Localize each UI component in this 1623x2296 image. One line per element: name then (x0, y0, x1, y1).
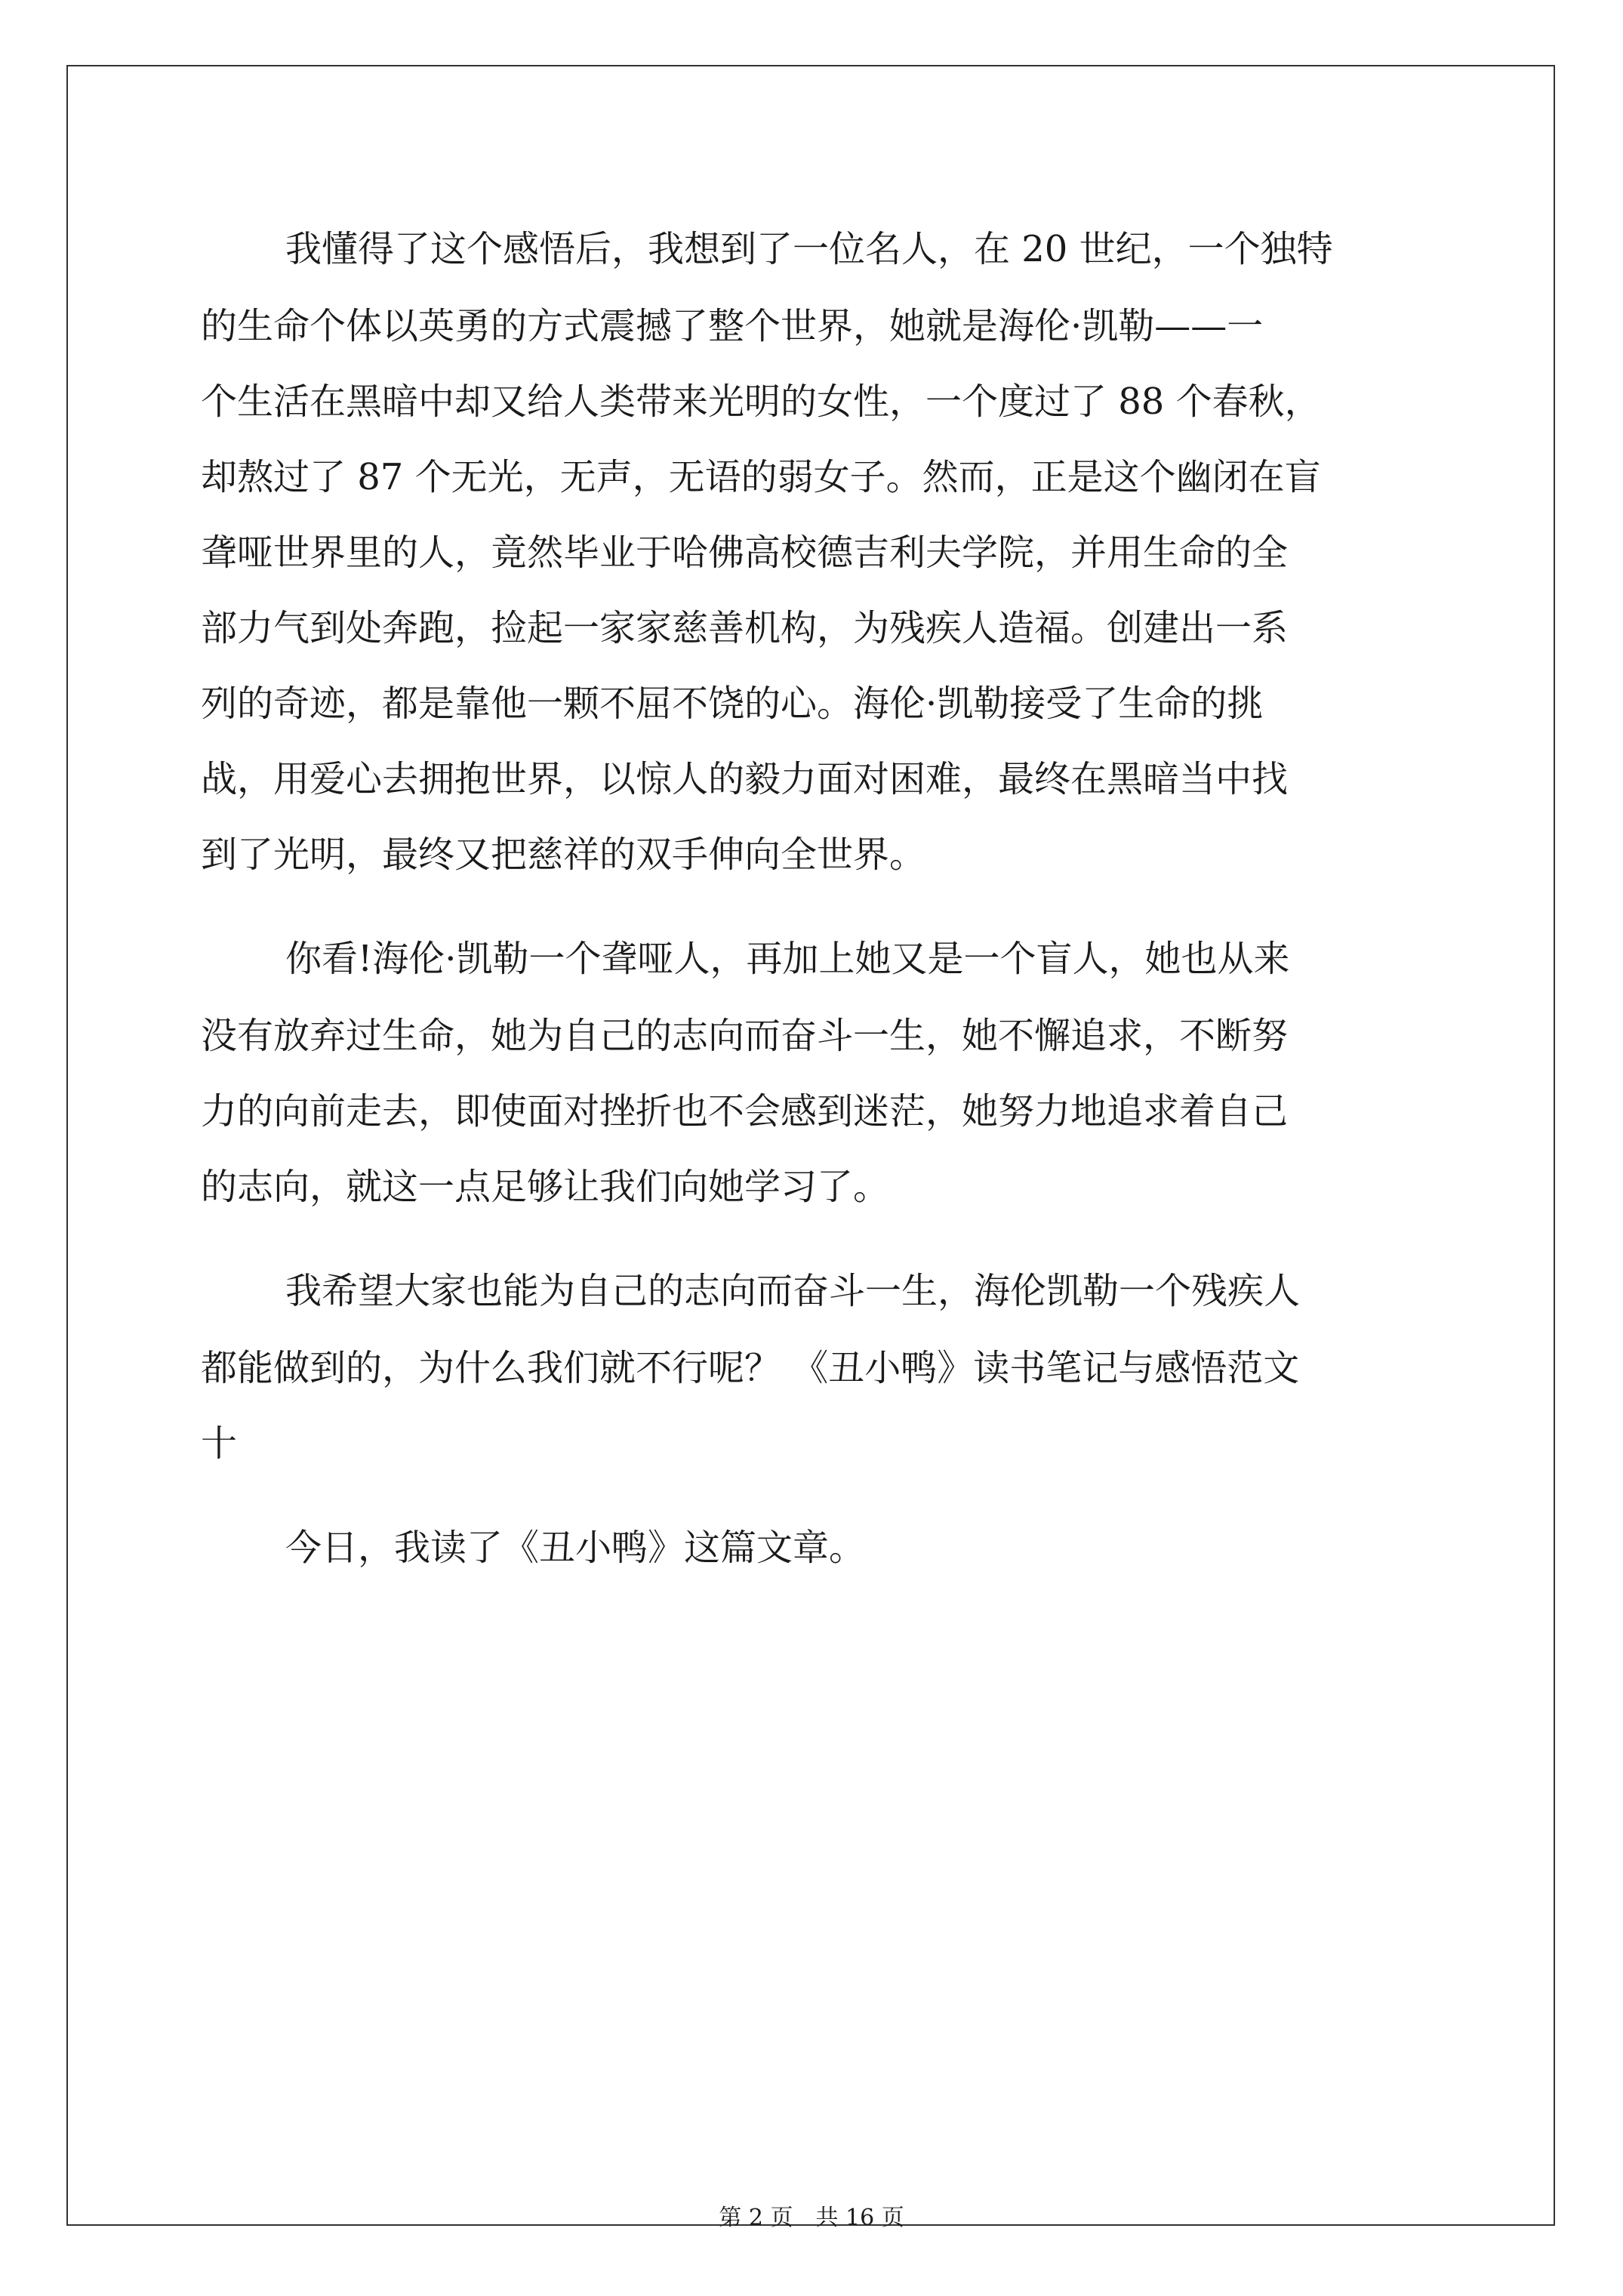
text-line-content: 我希望大家也能为自己的志向而奋斗一生，海伦凯勒一个残疾人 (285, 1270, 1301, 1312)
text-line-content: 到了光明，最终又把慈祥的双手伸向全世界。 (201, 834, 926, 876)
text-line-content: 战，用爱心去拥抱世界，以惊人的毅力面对困难，最终在黑暗当中找 (201, 758, 1289, 800)
text-line-content: 没有放弃过生命，她为自己的志向而奋斗一生，她不懈追求，不断努 (201, 1015, 1289, 1057)
text-line-content: 十 (201, 1422, 238, 1465)
text-line-content: 列的奇迹，都是靠他一颗不屈不饶的心。海伦·凯勒接受了生命的挑 (201, 683, 1264, 725)
page-total: 共 16 页 (815, 2205, 904, 2231)
text-line-content: 的生命个体以英勇的方式震撼了整个世界，她就是海伦·凯勒——一 (201, 305, 1264, 347)
text-line-content: 都能做到的，为什么我们就不行呢？ 《丑小鸭》读书笔记与感悟范文 (201, 1347, 1300, 1389)
text-line-content: 力的向前走去，即使面对挫折也不会感到迷茫，她努力地追求着自己 (201, 1090, 1289, 1133)
text-line-content: 却熬过了 87 个无光，无声，无语的弱女子。然而，正是这个幽闭在盲 (201, 456, 1321, 498)
text-line-content: 今日，我读了《丑小鸭》这篇文章。 (285, 1527, 866, 1569)
text-line-content: 我懂得了这个感悟后，我想到了一位名人，在 20 世纪，一个独特 (285, 228, 1333, 270)
page-footer (0, 2203, 1623, 2233)
page-number: 第 2 页 (719, 2205, 793, 2231)
text-line-content: 的志向，就这一点足够让我们向她学习了。 (201, 1166, 890, 1208)
text-line-content: 你看!海伦·凯勒一个聋哑人，再加上她又是一个盲人，她也从来 (285, 938, 1290, 980)
text-line-content: 聋哑世界里的人，竟然毕业于哈佛高校德吉利夫学院，并用生命的全 (201, 532, 1289, 574)
text-line-content: 个生活在黑暗中却又给人类带来光明的女性，一个度过了 88 个春秋， (201, 381, 1321, 423)
text-line-content: 部力气到处奔跑，捡起一家家慈善机构，为残疾人造福。创建出一系 (201, 607, 1289, 649)
